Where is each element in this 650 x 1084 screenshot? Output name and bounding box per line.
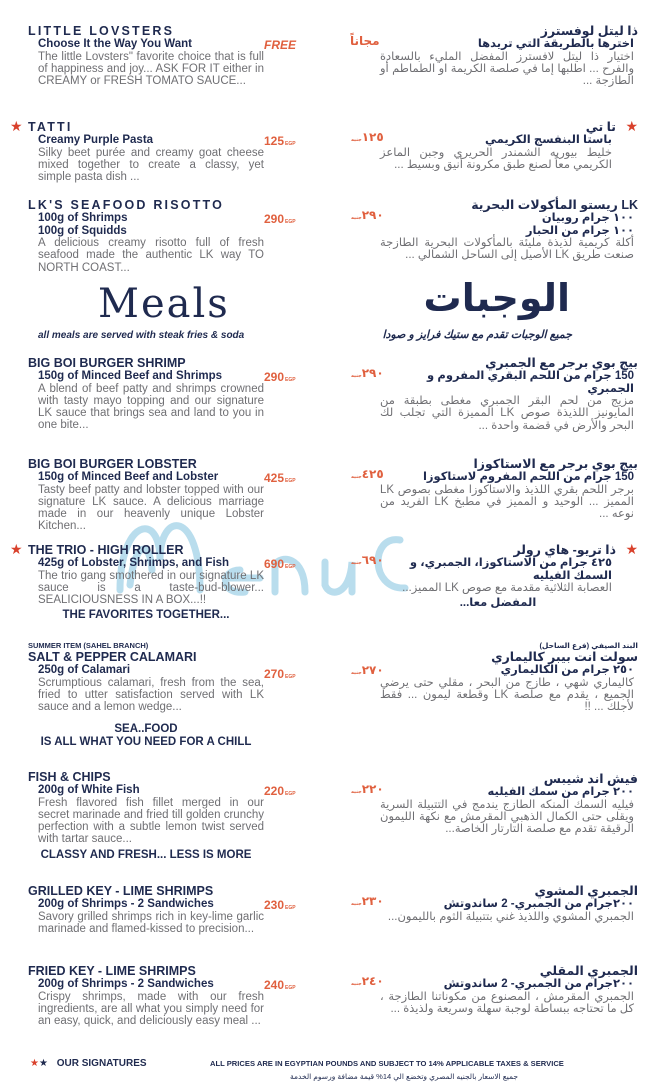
item-title: فيش اند شيبس xyxy=(543,772,638,786)
menu-item xyxy=(351,964,638,1015)
menu-item xyxy=(350,24,638,88)
item-price xyxy=(350,467,384,481)
item-description: خليط بيوريه الشمندر الحريري وجبن الماعز الكريمي معاً لصنع طبق مكرونة أنيق وبسيط ... xyxy=(380,146,612,171)
item-title: ذا ليتل لوفسترز xyxy=(540,24,638,38)
item-title: FISH & CHIPS xyxy=(28,770,111,784)
menu-item xyxy=(28,770,296,862)
price-value: ١٢٥ xyxy=(361,130,384,144)
meals-heading-en: Meals xyxy=(98,281,230,327)
item-subtitle: ٢٠٠ جرام من سمك الفيليه xyxy=(487,786,634,798)
item-price xyxy=(264,557,296,571)
item-description: Fresh flavored fish fillet merged in our secret marinade and fried till golden crunchy perfection with a subtle lemon twist served with tartar sauce... xyxy=(38,796,264,846)
price-value: 125 xyxy=(264,134,285,148)
item-subtitle: 200g of Shrimps - 2 Sandwiches xyxy=(38,898,214,910)
item-subtitle: اخترها بالطريقة التي تريدها xyxy=(477,38,634,50)
item-tagline: THE FAVORITES TOGETHER... xyxy=(62,609,230,622)
item-price xyxy=(264,471,296,485)
item-tagline: CLASSY AND FRESH... LESS IS MORE xyxy=(40,848,252,861)
price-value: FREE xyxy=(264,38,297,52)
price-value: 270 xyxy=(264,667,285,681)
item-subtitle: ١٠٠ جرام روبيان xyxy=(541,212,634,224)
price-value: ٦٩٠ xyxy=(361,553,384,567)
price-value: 230 xyxy=(264,898,285,912)
summer-item-label: SUMMER ITEM (SAHEL BRANCH) xyxy=(28,641,149,650)
item-title: GRILLED KEY - LIME SHRIMPS xyxy=(28,884,214,898)
currency-label: EGP xyxy=(285,564,296,570)
item-description: Crispy shrimps, made with our fresh ingredients, are all what you simply need for an easy, quick, and deliciously easy meal ... xyxy=(38,990,264,1028)
item-price xyxy=(264,784,296,798)
item-description: اختيار ذا ليتل لافسترز المفضل المليء بالسعادة والفرح ... اطلبها إما في صلصة الكريمة او الطماطم أو الطازجة ... xyxy=(380,50,634,88)
item-subtitle: باستا البنفسج الكريمي xyxy=(484,134,612,146)
meals-subtitle-ar: جميع الوجبات تقدم مع ستيك فرايز و صودا xyxy=(382,329,572,341)
item-subtitle: 150g of Minced Beef and Lobster xyxy=(38,471,219,483)
currency-label: EGP xyxy=(285,985,296,991)
menu-item xyxy=(28,884,296,935)
price-value: مجاناً xyxy=(350,34,380,48)
price-note-en: ALL PRICES ARE IN EGYPTIAN POUNDS AND SUBJECT TO 14% APPLICABLE TAXES & SERVICE xyxy=(210,1059,564,1068)
item-title: LITTLE LOVSTERS xyxy=(28,24,175,38)
item-title: الجمبري المشوي xyxy=(534,884,638,898)
item-description: Savory grilled shrimps rich in key-lime garlic marinade and flamed-kissed to precision... xyxy=(38,910,264,935)
price-value: 240 xyxy=(264,978,285,992)
price-value: 425 xyxy=(264,471,285,485)
item-title: الجمبري المقلي xyxy=(539,964,638,978)
menu-item xyxy=(351,356,638,432)
currency-label: EGP xyxy=(285,377,296,383)
currency-label: جنيه xyxy=(351,670,362,676)
meals-heading-ar: الوجبات xyxy=(423,278,570,320)
item-subtitle: ١٠٠ جرام من الحبار xyxy=(525,224,634,237)
item-description: برجر اللحم بقري اللذيذ والاستاكوزا مغطى بصوص LK المميز ... الوحيد و المميز في مطبخ LK الفريد من نوعه ... xyxy=(380,483,635,521)
item-subtitle: 250g of Calamari xyxy=(38,664,131,676)
price-value: ٢٣٠ xyxy=(361,894,384,908)
item-subtitle: 150 جرام من اللحم المفروم لاستاكوزا xyxy=(422,471,634,483)
item-price xyxy=(350,208,384,222)
item-price xyxy=(350,34,380,48)
item-description: Tasty beef patty and lobster topped with our signature LK sauce. A delicious marriage made in our heavenly unique Lobster Kitchen... xyxy=(38,483,264,533)
item-subtitle: ٢٠٠جرام من الجمبري- 2 ساندوتش xyxy=(443,978,634,990)
menu-item xyxy=(10,118,296,184)
menu-item xyxy=(351,118,638,171)
currency-label: جنيه xyxy=(351,215,362,221)
price-value: ٤٢٥ xyxy=(361,467,384,481)
menu-item xyxy=(28,356,296,432)
item-title: THE TRIO - HIGH ROLLER xyxy=(28,543,184,557)
item-title: FRIED KEY - LIME SHRIMPS xyxy=(28,964,196,978)
item-price xyxy=(264,978,296,992)
item-title: TATTI xyxy=(28,120,73,134)
star-icon: ★ xyxy=(30,1058,39,1069)
signatures-legend xyxy=(30,1058,147,1069)
item-description: أكلة كريمية لذيذة مليئة بالمأكولات البحرية الطازجة صنعت طريق LK الأصيل إلى الساحل الشمالي ... xyxy=(380,237,634,262)
item-title: سولت انت بيبر كاليماري xyxy=(491,650,638,664)
item-price xyxy=(350,663,384,677)
item-description: الجمبري المقرمش ، المصنوع من مكوناتنا الطازجة ، كل ما تحتاجه ببساطة لوجبة سهلة وسريعة ولذيذة ... xyxy=(380,990,634,1015)
item-subtitle: 150 جرام من اللحم البقري المفروم و الجمبري xyxy=(427,370,634,395)
item-subtitle: Creamy Purple Pasta xyxy=(38,134,154,146)
menu-item xyxy=(28,964,296,1028)
item-subtitle: 425g of Lobster, Shrimps, and Fish xyxy=(38,557,230,569)
currency-label: EGP xyxy=(285,674,296,680)
item-price xyxy=(264,370,296,384)
meals-subtitle-en: all meals are served with steak fries & soda xyxy=(38,330,245,341)
menu-item xyxy=(351,541,638,610)
item-price xyxy=(350,366,384,380)
currency-label: EGP xyxy=(285,141,296,147)
menu-item xyxy=(28,457,296,533)
item-subtitle: Choose It the Way You Want xyxy=(38,38,192,50)
item-description: The trio gang smothered in our signature LK sauce is a taste-bud-blower... SEALICIOUSNESS IN A BOX...!! xyxy=(38,569,264,607)
signatures-label: OUR SIGNATURES xyxy=(56,1058,147,1069)
item-description: الجمبري المشوي واللذيذ غني بتتبيلة الثوم بالليمون... xyxy=(387,910,634,923)
item-subtitle: ٤٢٥ جرام من الاستاكوزا، الجمبري، و السمك الفيليه xyxy=(409,557,612,582)
item-title: LK ريستو المأكولات البحرية xyxy=(471,198,638,212)
currency-label: EGP xyxy=(285,219,296,225)
item-subtitle: 200g of White Fish xyxy=(38,784,140,796)
item-title: ذا تريو- هاي رولر xyxy=(513,543,616,557)
item-description: A blend of beef patty and shrimps crowned with tasty mayo topping and our signature LK sauce that brings sea and land to you in one bite... xyxy=(38,382,264,432)
item-title: BIG BOI BURGER LOBSTER xyxy=(28,457,197,471)
item-description: كاليماري شهي ، طازج من البحر ، مقلي حتى يرضي الجميع ، يقدم مع صلصة LK وقطعة ليمون ... فقط لأجلك ... !! xyxy=(380,676,634,714)
currency-label: جنيه xyxy=(351,560,362,566)
currency-label: جنيه xyxy=(351,789,362,795)
menu-item xyxy=(28,198,296,274)
item-price xyxy=(264,38,296,52)
price-value: 690 xyxy=(264,557,285,571)
item-tagline: المفضل معا... xyxy=(459,597,537,610)
signature-star-icon: ★ xyxy=(625,541,638,557)
menu-item xyxy=(10,541,296,622)
menu-item xyxy=(351,884,638,923)
item-price xyxy=(264,134,296,148)
price-value: ٢٩٠ xyxy=(361,366,384,380)
item-price xyxy=(264,898,296,912)
currency-label: جنيه xyxy=(351,981,362,987)
item-subtitle: ٢٠٠جرام من الجمبري- 2 ساندوتش xyxy=(443,898,634,910)
item-tagline: SEA..FOOD IS ALL WHAT YOU NEED FOR A CHILL xyxy=(40,723,252,749)
star-icon: ★ xyxy=(38,1058,48,1069)
item-subtitle: 100g of Squidds xyxy=(38,224,127,237)
price-value: 220 xyxy=(264,784,285,798)
menu-item xyxy=(351,641,638,714)
item-price xyxy=(350,894,384,908)
price-value: ٢٢٠ xyxy=(361,782,384,796)
price-value: 290 xyxy=(264,212,285,226)
item-price xyxy=(264,212,296,226)
item-description: Scrumptious calamari, fresh from the sea, fried to utter satisfaction served with LK sauce and a lemon wedge... xyxy=(38,676,264,714)
price-value: ٢٤٠ xyxy=(361,974,384,988)
signature-star-icon: ★ xyxy=(625,118,638,134)
item-title: بيج بوي برجر مع الجمبري xyxy=(485,356,638,370)
item-title: LK'S SEAFOOD RISOTTO xyxy=(28,198,225,212)
item-description: مزيج من لحم البقر الجمبري مغطى بطبقة من المايونيز اللذيذة صوص LK المميزة التي تجلب لك البحر والأرض في قضمة واحدة ... xyxy=(380,395,634,432)
item-price xyxy=(264,667,296,681)
currency-label: جنيه xyxy=(351,137,362,143)
item-price xyxy=(350,130,384,144)
signature-star-icon: ★ xyxy=(10,541,23,557)
item-title: BIG BOI BURGER SHRIMP xyxy=(28,356,186,370)
item-title: بيج بوي برجر مع الاستاكوزا xyxy=(473,457,638,471)
item-title: تا تي xyxy=(585,120,616,134)
price-note-ar: جميع الاسعار بالجنيه المصري وتخضع الي 14% قيمة مضافة ورسوم الخدمة xyxy=(290,1072,519,1081)
menu-item xyxy=(28,641,296,749)
item-subtitle: ٢٥٠ جرام من الكاليماري xyxy=(500,664,634,676)
price-value: 290 xyxy=(264,370,285,384)
menu-item xyxy=(28,24,297,88)
item-price xyxy=(350,553,384,567)
item-description: Silky beet purée and creamy goat cheese mixed together to create a classy, yet simple pasta dish ... xyxy=(38,146,264,184)
item-title: SALT & PEPPER CALAMARI xyxy=(28,650,197,664)
menu-item xyxy=(351,457,638,521)
item-description: A delicious creamy risotto full of fresh seafood made the authentic LK way TO NORTH COAST... xyxy=(38,237,264,274)
menu-item xyxy=(351,772,638,836)
currency-label: جنيه xyxy=(351,373,362,379)
price-value: ٢٧٠ xyxy=(361,663,384,677)
item-description: فيليه السمك المنكه الطازج يندمج في التتبيلة السرية ويقلى حتى الكمال الذهبي المقرمش مع نكهة الليمون الرقيقة تقدم مع صلصة التارتار الخاصة... xyxy=(380,798,634,836)
item-description: The little Lovsters" favorite choice that is full of happiness and joy... ASK FOR IT either in CREAMY or FRESH TOMATO SAUCE... xyxy=(38,50,264,88)
currency-label: EGP xyxy=(285,905,296,911)
summer-item-label: البند الصيفي (فرع الساحل) xyxy=(539,641,638,650)
currency-label: EGP xyxy=(285,478,296,484)
menu-item xyxy=(351,198,638,262)
signature-star-icon: ★ xyxy=(10,118,23,134)
item-description: العصابة الثلاثية مقدمة مع صوص LK المميز... xyxy=(402,582,612,594)
item-price xyxy=(350,782,384,796)
currency-label: جنيه xyxy=(351,901,362,907)
currency-label: جنيه xyxy=(351,474,362,480)
price-value: ٢٩٠ xyxy=(361,208,384,222)
currency-label: EGP xyxy=(285,791,296,797)
item-subtitle: 100g of Shrimps xyxy=(38,212,128,224)
item-price xyxy=(350,974,384,988)
item-subtitle: 200g of Shrimps - 2 Sandwiches xyxy=(38,978,214,990)
item-subtitle: 150g of Minced Beef and Shrimps xyxy=(38,370,223,382)
